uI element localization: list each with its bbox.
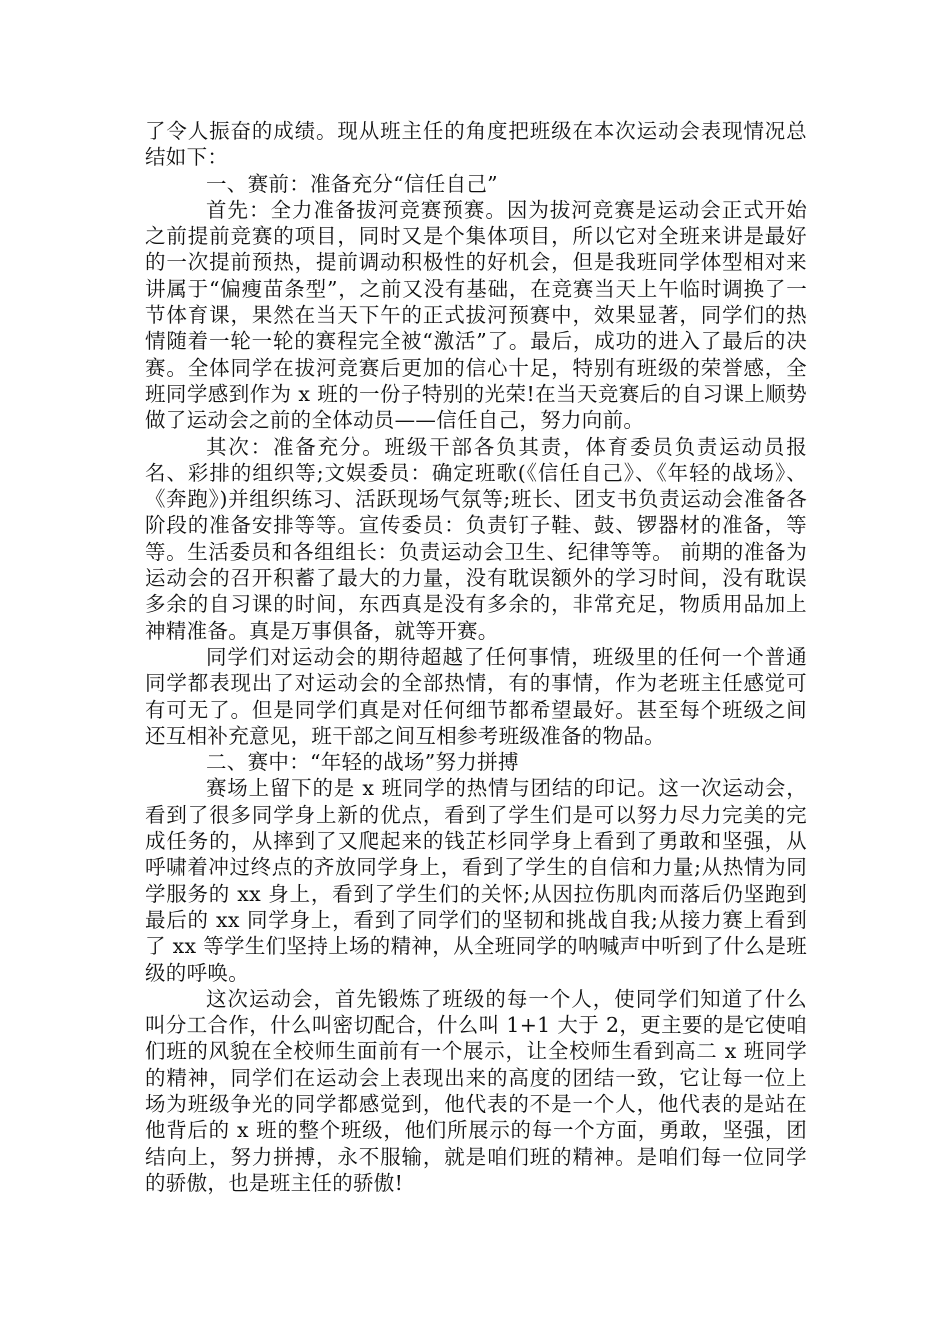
section-heading-during-games: 二、赛中：“年轻的战场”努力拼搏 xyxy=(206,750,519,775)
intro-paragraph: 了令人振奋的成绩。现从班主任的角度把班级在本次运动会表现情况总结如下： xyxy=(145,119,807,170)
section-heading-before-games: 一、赛前：准备充分“信任自己” xyxy=(206,171,498,196)
expectation-paragraph: 同学们对运动会的期待超越了任何事情，班级里的任何一个普通同学都表现出了对运动会的全部热情，有的事情，作为老班主任感觉可有可无了。但是同学们真是对任何细节都希望最好。甚至每个班级之间还互相补充意见，班干部之间互相参考班级准备的物品。 xyxy=(145,644,807,748)
document-page xyxy=(145,118,807,1196)
tug-of-war-paragraph: 首先：全力准备拔河竞赛预赛。因为拔河竞赛是运动会正式开始之前提前竞赛的项目，同时又是个集体项目，所以它对全班来讲是最好的一次提前预热，提前调动积极性的好机会，但是我班同学体型相对来讲属于“偏瘦苗条型”，之前又没有基础，在竞赛当天上午临时调换了一节体育课，果然在当天下午的正式拔河预赛中，效果显著，同学们的热情随着一轮一轮的赛程完全被“激活”了。最后，成功的进入了最后的决赛。全体同学在拔河竞赛后更加的信心十足，特别有班级的荣誉感，全班同学感到作为 x 班的一份子特别的光荣!在当天竞赛后的自习课上顺势做了运动会之前的全体动员——信任自己，努力向前。 xyxy=(145,197,807,433)
preparation-paragraph: 其次：准备充分。班级干部各负其责，体育委员负责运动员报名、彩排的组织等;文娱委员：确定班歌(《信任自己》、《年轻的战场》、《奔跑》)并组织练习、活跃现场气氛等;班长、团支书负责运动会准备各阶段的准备安排等等。宣传委员：负责钉子鞋、鼓、锣器材的准备，等等。生活委员和各组组长：负责运动会卫生、纪律等等。 前期的准备为运动会的召开积蓄了最大的力量，没有耽误额外的学习时间，没有耽误多余的自习课的时间，东西真是没有多余的，非常充足，物质用品加上神精准备。真是万事俱备，就等开赛。 xyxy=(145,434,807,643)
summary-paragraph: 这次运动会，首先锻炼了班级的每一个人，使同学们知道了什么叫分工合作，什么叫密切配合，什么叫 1+1 大于 2，更主要的是它使咱们班的风貌在全校师生面前有一个展示，让全校师生看到高二 x 班同学的精神，同学们在运动会上表现出来的高度的团结一致，它让每一位上场为班级争光的同学都感觉到，他代表的不是一个人，他代表的是站在他背后的 x 班的整个班级，他们所展示的每一个方面，勇敢，坚强，团结向上，努力拼搏，永不服输，就是咱们班的精神。是咱们每一位同学的骄傲，也是班主任的骄傲! xyxy=(145,986,807,1195)
field-paragraph: 赛场上留下的是 x 班同学的热情与团结的印记。这一次运动会，看到了很多同学身上新的优点，看到了学生们是可以努力尽力完美的完成任务的，从摔到了又爬起来的钱芷杉同学身上看到了勇敢和坚强，从呼啸着冲过终点的齐放同学身上，看到了学生的自信和力量;从热情为同学服务的 xx 身上，看到了学生们的关怀;从因拉伤肌肉而落后仍坚跑到最后的 xx 同学身上，看到了同学们的坚韧和挑战自我;从接力赛上看到了 xx 等学生们坚持上场的精神，从全班同学的呐喊声中听到了什么是班级的呼唤。 xyxy=(145,776,807,985)
